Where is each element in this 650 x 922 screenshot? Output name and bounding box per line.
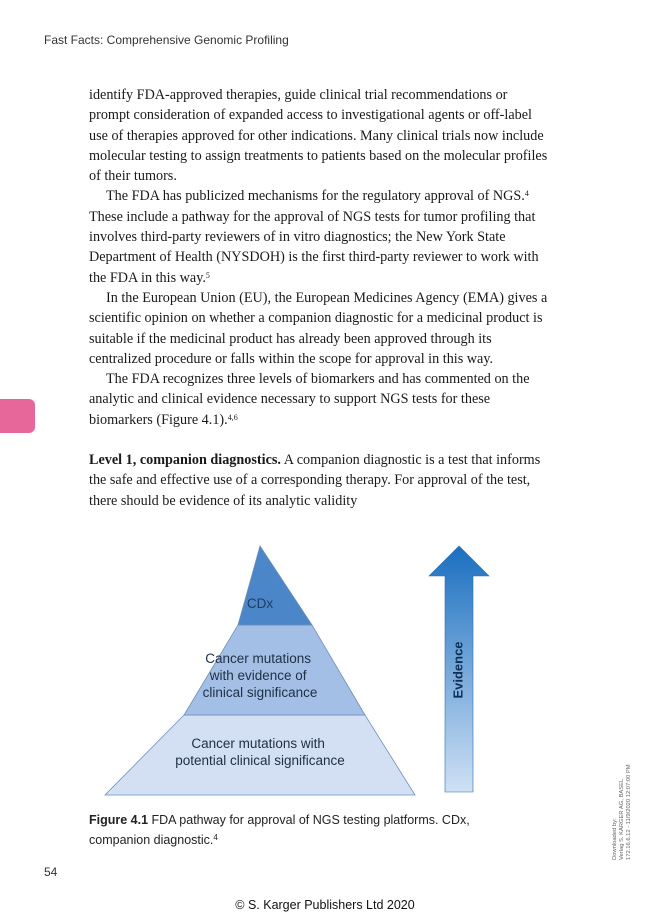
figure-caption-label: Figure 4.1: [89, 813, 149, 827]
pyramid-middle-label: Cancer mutations with evidence of clinical significance: [202, 651, 318, 700]
figure-caption: Figure 4.1 FDA pathway for approval of NGS testing platforms. CDx, companion diagnostic.$^4$: [89, 813, 470, 847]
reference-superscript: 4: [524, 189, 529, 199]
paragraph-3: In the European Union (EU), the European Medicines Agency (EMA) gives a scientific opinion on whether a companion diagnostic for a medicinal product is suitable if the medicinal product has already been approved through its centralized procedure or falls within the scope for approval in this way.: [89, 289, 548, 367]
paragraph-4: The FDA recognizes three levels of biomarkers and has commented on the analytic and clinical evidence necessary to support NGS tests for these biomarkers (Figure 4.1).$^{4,6}$: [89, 371, 530, 428]
chapter-tab-marker: [0, 399, 35, 433]
download-watermark: Downloaded by: Verlag S. KARGER AG, BASEL 172.16.6.12 - 11/9/2020 12:07:00 PM: [612, 764, 633, 860]
reference-superscript: 5: [205, 270, 210, 280]
reference-superscript: 4,6: [227, 412, 238, 422]
paragraph-2: The FDA has publicized mechanisms for the regulatory approval of NGS.$^4$ These include a pathway for the approval of NGS tests for tumor profiling that involves third-party reviewers of in vitro diagnostics; the New York State Department of Health (NYSDOH) is the first third-party reviewer to work with the FDA in this way.$^5$: [89, 188, 539, 286]
pyramid-top-level: [238, 546, 312, 625]
pyramid-bottom-label: Cancer mutations with potential clinical significance: [175, 736, 345, 768]
evidence-arrow-label: Evidence: [450, 641, 466, 699]
section-run-in-heading: Level 1, companion diagnostics.: [89, 452, 281, 469]
copyright-footer: © S. Karger Publishers Ltd 2020: [235, 898, 415, 912]
running-head: Fast Facts: Comprehensive Genomic Profiling: [44, 33, 289, 47]
paragraph-1: identify FDA-approved therapies, guide clinical trial recommendations or prompt consideration of expanded access to investigational agents or off-label use of therapies approved for other indications. Many clinical trials now include molecular testing to assign treatments to patients based on the molecular profiles of their tumors.: [89, 87, 548, 185]
reference-superscript: 4: [213, 833, 218, 842]
pyramid-top-label: CDx: [246, 596, 274, 611]
page-number: 54: [44, 865, 58, 879]
evidence-pyramid-figure: [100, 545, 500, 797]
paragraph-5: Level 1, companion diagnostics. A companion diagnostic is a test that informs the safe and effective use of a corresponding therapy. For approval of the test, there should be evidence of its analytic validity: [89, 452, 541, 509]
body-text: [89, 85, 551, 511]
